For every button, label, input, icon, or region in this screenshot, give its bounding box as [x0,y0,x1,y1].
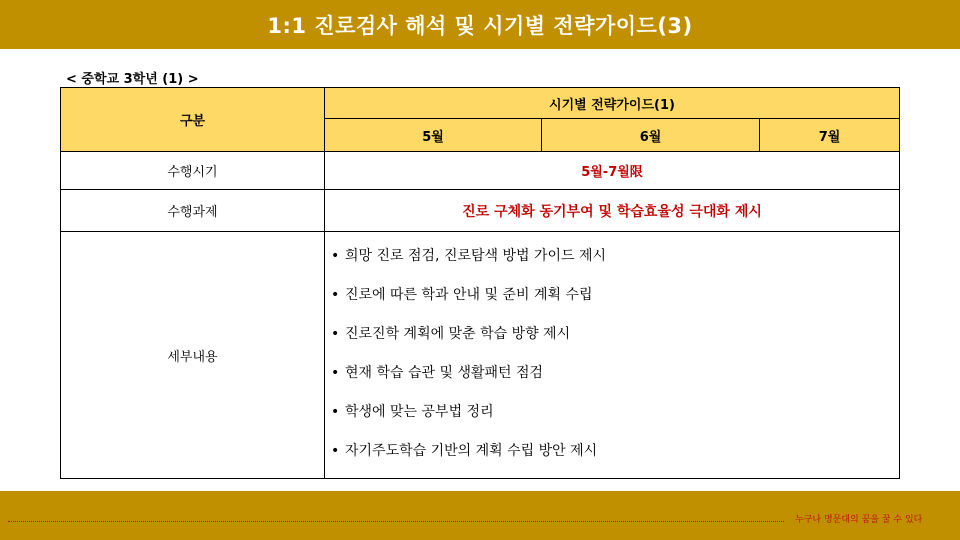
row-value-period: 5월-7월限 [325,152,900,190]
detail-list [325,232,899,478]
row-label-task: 수행과제 [61,190,325,232]
footer-slogan: 누구나 명문대의 꿈을 꿀 수 있다 [795,515,923,525]
list-item: • 학생에 맞는 공부법 정리 [331,400,899,439]
row-value-task: 진로 구체화 동기부여 및 학습효율성 극대화 제시 [325,190,900,232]
list-item: • 자기주도학습 기반의 계획 수립 방안 제시 [331,439,899,478]
group-header: 시기별 전략가이드(1) [325,88,900,119]
page-title: 1:1 진로검사 해석 및 시기별 전략가이드(3) [267,13,693,38]
month-header-may: 5월 [325,119,542,152]
bullet-icon: • [331,404,340,420]
month-header-june: 6월 [542,119,760,152]
bullet-icon: • [331,326,340,342]
category-header: 구분 [61,88,325,152]
section-subtitle: < 중학교 3학년 (1) > [66,72,199,87]
details-cell [325,232,900,479]
row-label-period: 수행시기 [61,152,325,190]
bullet-icon: • [331,287,340,303]
strategy-table [60,87,900,479]
list-item: • 진로진학 계획에 맞춘 학습 방향 제시 [331,322,899,361]
list-item: • 희망 진로 점검, 진로탐색 방법 가이드 제시 [331,244,899,283]
list-item: • 현재 학습 습관 및 생활패턴 점검 [331,361,899,400]
bullet-icon: • [331,365,340,381]
row-label-details: 세부내용 [61,232,325,479]
footer-divider [8,521,784,522]
bullet-icon: • [331,443,340,459]
list-item: • 진로에 따른 학과 안내 및 준비 계획 수립 [331,283,899,322]
title-bar [0,0,960,49]
bullet-icon: • [331,248,340,264]
month-header-july: 7월 [760,119,900,152]
